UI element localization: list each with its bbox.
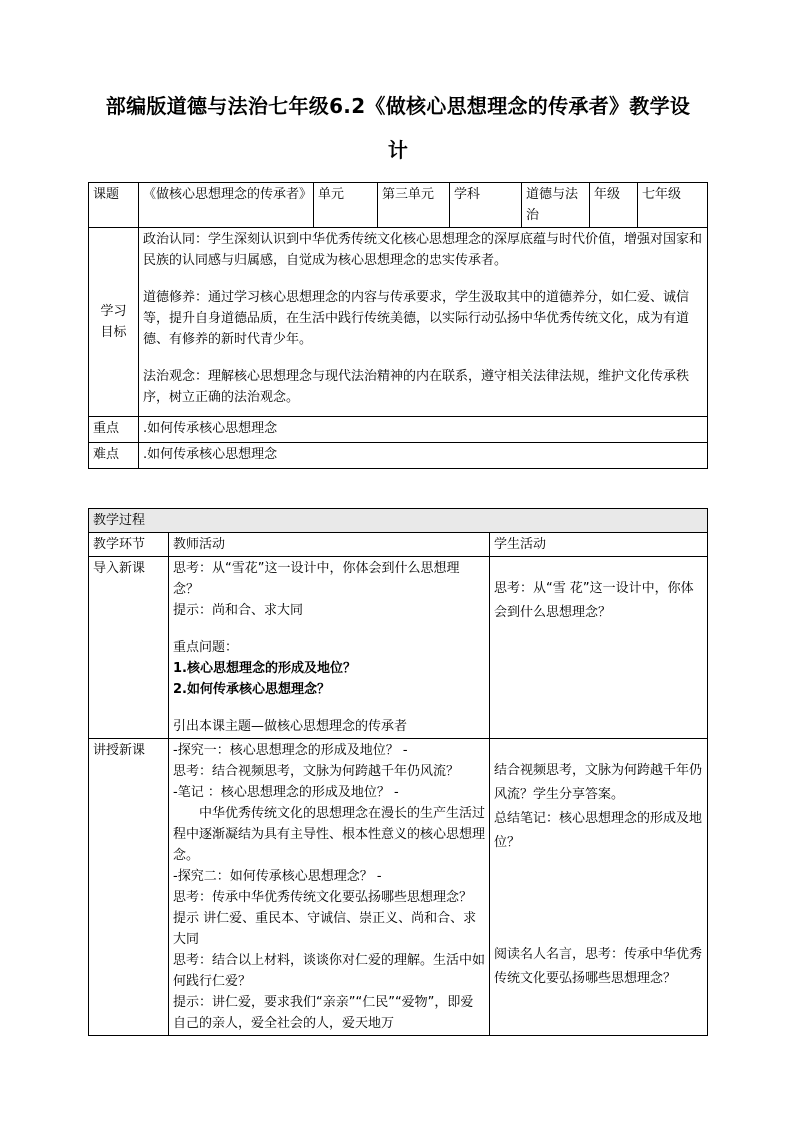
process-table [88, 508, 708, 1036]
goal-political: 政治认同：学生深刻认识到中华优秀传统文化核心思想理念的深厚底蕴与时代价值，增强对国家和民族的认同感与归属感，自觉成为核心思想理念的忠实传承者。 [143, 232, 703, 268]
course-info-table [88, 182, 708, 469]
goal-moral: 道德修养：通过学习核心思想理念的内容与传承要求，学生汲取其中的道德养分，如仁爱、诚信等，提升自身道德品质，在生活中践行传统美德，以实际行动弘扬中华优秀传统文化，成为有道德、有修养的新时代青少年。 [143, 290, 690, 347]
title-line-1: 部编版道德与法治七年级6.2《做核心思想理念的传承者》教学设 [105, 94, 691, 118]
unit-value: 第三单元 [378, 183, 450, 228]
subject-value: 道德与法治 [522, 183, 590, 228]
process-header-row [89, 509, 708, 533]
difficulty-value: .如何传承核心思想理念 [139, 443, 708, 469]
grade-label: 年级 [590, 183, 638, 228]
intro-row [89, 557, 708, 739]
key-label: 重点 [89, 417, 139, 443]
key-value: .如何传承核心思想理念 [139, 417, 708, 443]
lesson-stage: 讲授新课 [89, 739, 169, 1036]
process-header: 教学过程 [89, 509, 708, 533]
col-student-header: 学生活动 [490, 533, 708, 557]
intro-teacher-activity: 思考：从“雪花”这一设计中，你体会到什么思想理念？ 提示：尚和合、求大同 重点问题： 1.核心思想理念的形成及地位？ 2.如何传承核心思想理念？ 引出本课主题—做核心思想理念的传承者 [169, 557, 490, 739]
grade-value: 七年级 [638, 183, 708, 228]
column-header-row [89, 533, 708, 557]
intro-stage: 导入新课 [89, 557, 169, 739]
difficulty-row [89, 443, 708, 469]
unit-label: 单元 [314, 183, 378, 228]
lesson-teacher-activity: -探究一：核心思想理念的形成及地位？ - 思考：结合视频思考，文脉为何跨越千年仍风流？ -笔记 ：核心思想理念的形成及地位？ - 中华优秀传统文化的思想理念在漫长的生产生活过程中逐渐凝结为具有主导性、根本性意义的核心思想理念。 -探究二：如何传承核心思想理念？ - 思考：传承中华优秀传统文化要弘扬哪些思想理念？ 提示 讲仁爱、重民本、守诚信、崇正义、尚和合、求大同 思考：结合以上材料，谈谈你对仁爱的理解。生活中如何践行仁爱？ 提示：讲仁爱，要求我们“亲亲”“仁民”“爱物”，即爱自己的亲人，爱全社会的人，爱天地万 [169, 739, 490, 1036]
difficulty-label: 难点 [89, 443, 139, 469]
col-teacher-header: 教师活动 [169, 533, 490, 557]
goals-label: 学习 目标 [89, 228, 139, 417]
course-row [89, 183, 708, 228]
document-title [88, 84, 708, 172]
goals-content [139, 228, 708, 417]
intro-student-activity: 思考：从“雪 花”这一设计中，你体会到什么思想理念？ [490, 557, 708, 739]
title-line-2: 计 [387, 138, 409, 162]
goal-law: 法治观念：理解核心思想理念与现代法治精神的内在联系，遵守相关法律法规，维护文化传承秩序，树立正确的法治观念。 [143, 369, 690, 405]
key-row [89, 417, 708, 443]
col-stage-header: 教学环节 [89, 533, 169, 557]
course-label: 课题 [89, 183, 139, 228]
course-value: 《做核心思想理念的传承者》 [139, 183, 314, 228]
subject-label: 学科 [450, 183, 522, 228]
lesson-student-activity: 结合视频思考，文脉为何跨越千年仍风流？学生分享答案。 总结笔记：核心思想理念的形成及地位？ 阅读名人名言，思考：传承中华优秀传统文化要弘扬哪些思想理念？ [490, 739, 708, 1036]
goals-row [89, 228, 708, 417]
lesson-row [89, 739, 708, 1036]
